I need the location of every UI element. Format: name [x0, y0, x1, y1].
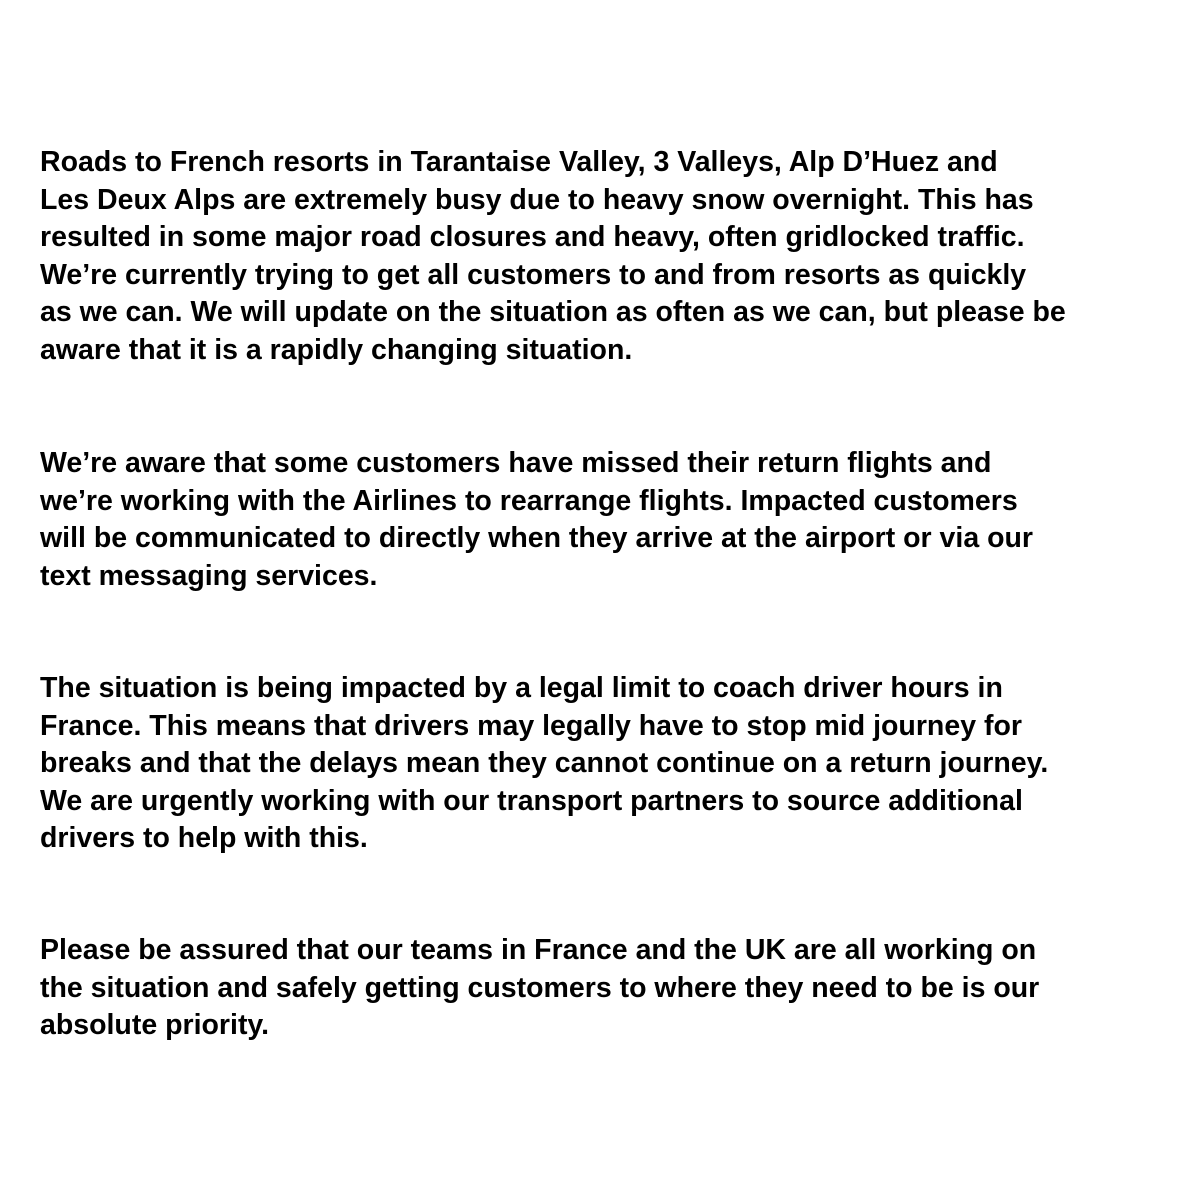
- text-line: drivers to help with this.: [40, 822, 368, 854]
- text-line: the situation and safely getting customers to where they need to be is our: [40, 971, 1040, 1004]
- paragraph-assurance: [40, 932, 1190, 1045]
- paragraph-missed-flights: [40, 445, 1190, 595]
- text-line: We’re aware that some customers have missed their return flights and: [40, 447, 992, 479]
- paragraph-driver-hours: [40, 670, 1190, 858]
- text-line: The situation is being impacted by a legal limit to coach driver hours in: [40, 672, 1003, 704]
- text-line: Les Deux Alps are extremely busy due to heavy snow overnight. This has: [40, 183, 1034, 216]
- text-line: text messaging services.: [40, 559, 378, 592]
- paragraph-road-conditions: [40, 144, 1190, 369]
- text-line: as we can. We will update on the situation as often as we can, but please be: [40, 296, 1066, 328]
- text-line: Roads to French resorts in Tarantaise Valley, 3 Valleys, Alp D’Huez and: [40, 146, 998, 178]
- text-line: aware that it is a rapidly changing situation.: [40, 333, 633, 366]
- text-line: we’re working with the Airlines to rearrange flights. Impacted customers: [40, 484, 1018, 517]
- text-line: breaks and that the delays mean they cannot continue on a return journey.: [40, 747, 1049, 779]
- text-line: absolute priority.: [40, 1009, 270, 1041]
- text-line: Please be assured that our teams in France and the UK are all working on: [40, 934, 1037, 966]
- text-line: will be communicated to directly when they arrive at the airport or via our: [40, 522, 1033, 554]
- text-line: We’re currently trying to get all customers to and from resorts as quickly: [40, 258, 1027, 291]
- text-line: We are urgently working with our transport partners to source additional: [40, 784, 1023, 817]
- text-line: resulted in some major road closures and heavy, often gridlocked traffic.: [40, 221, 1025, 253]
- text-line: France. This means that drivers may legally have to stop mid journey for: [40, 709, 1022, 742]
